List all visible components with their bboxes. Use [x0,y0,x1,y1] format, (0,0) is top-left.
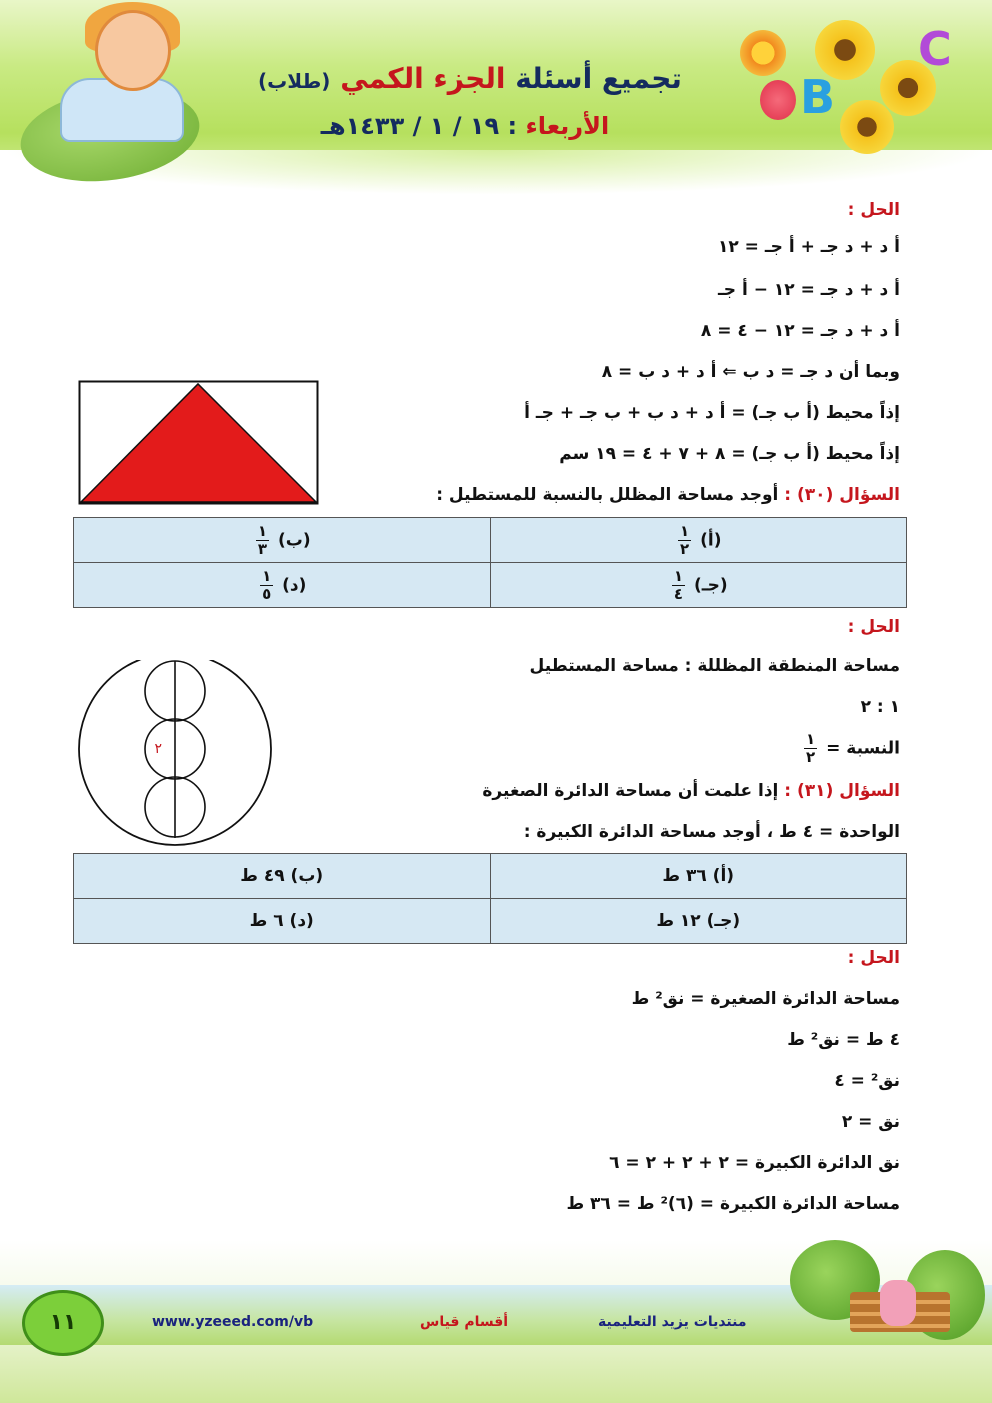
fraction: $\frac{١}{٢}$ [806,730,816,766]
option-key: (جـ) [693,575,728,595]
option-c[interactable]: (جـ) ١٢ ط [490,899,907,944]
solution-line: أ د + د جـ = ١٢ − ٤ = ٨ [700,321,900,341]
figure-label: ٢ [154,741,162,757]
title-part2: الجزء الكمي [340,62,506,95]
solution-label: الحل : [847,948,900,968]
date-label: الأربعاء [525,112,610,140]
fraction: $\frac{١}{٥}$ [262,566,272,603]
circles-figure [76,660,278,846]
flower-decoration [740,30,786,76]
solution-line: مساحة الدائرة الصغيرة = نق² ط [631,989,900,1009]
solution-line: نق² = ٤ [834,1071,900,1091]
letter-b-decoration: B [800,70,836,124]
option-key: (ب) [277,530,311,550]
solution-line: ١ : ٢ [860,697,900,717]
page-number: ١١ [22,1290,104,1356]
option-key: (أ) [700,530,722,550]
footer-forum: منتديات يزيد التعليمية [598,1314,747,1330]
options-table-q31 [73,853,907,944]
question-31 [482,781,900,801]
question-label: السؤال (٣١) : [784,781,900,801]
flower-decoration [840,100,894,154]
fraction: $\frac{١}{٢}$ [680,521,690,558]
children-illustration [880,1280,916,1326]
option-b[interactable] [74,518,491,563]
solution-line: مساحة الدائرة الكبيرة = (٦)² ط = ٣٦ ط [566,1194,900,1214]
rectangle-triangle-figure [78,380,320,506]
option-d[interactable] [74,563,491,608]
question-text: إذا علمت أن مساحة الدائرة الصغيرة [482,781,779,801]
option-c[interactable] [490,563,907,608]
solution-line: وبما أن د جـ = د ب ⇐ أ د + د ب = ٨ [601,362,900,382]
page-title [250,62,690,95]
solution-label: الحل : [847,617,900,637]
flower-decoration [760,80,796,120]
solution-line: أ د + د جـ = ١٢ − أ جـ [718,280,900,300]
solution-line: أ د + د جـ + أ جـ = ١٢ [718,237,900,257]
options-table-q30 [73,517,907,608]
solution-line: نق = ٢ [841,1112,900,1132]
ratio-line [801,732,900,765]
title-part1: تجميع أسئلة [515,62,682,95]
letter-c-decoration: C [918,22,952,76]
question-text: أوجد مساحة المظلل بالنسبة للمستطيل : [436,485,779,505]
fraction: $\frac{١}{٣}$ [257,521,268,558]
solution-label: الحل : [847,200,900,220]
option-b[interactable]: (ب) ٤٩ ط [74,854,491,899]
option-a[interactable]: (أ) ٣٦ ط [490,854,907,899]
solution-line: مساحة المنطقة المظللة : مساحة المستطيل [529,656,900,676]
solution-line: ٤ ط = نق² ط [787,1030,900,1050]
question-text-line2: الواحدة = ٤ ط ، أوجد مساحة الدائرة الكبيرة : [523,822,900,842]
question-label: السؤال (٣٠) : [784,485,900,505]
solution-line: إذاً محيط (أ ب جـ) = ٨ + ٧ + ٤ = ١٩ سم [559,444,900,464]
option-d[interactable]: (د) ٦ ط [74,899,491,944]
question-30 [436,485,900,505]
boy-illustration-head [95,10,171,91]
title-part3: (طلاب) [258,69,331,93]
date-value: : ١٩ / ١ / ١٤٣٣هـ [320,112,518,140]
footer-section: أقسام قياس [420,1314,509,1330]
ratio-label: النسبة = [826,738,900,759]
fraction: $\frac{١}{٤}$ [673,566,684,603]
solution-line: نق الدائرة الكبيرة = ٢ + ٢ + ٢ = ٦ [609,1153,900,1173]
option-key: (د) [282,575,307,595]
footer-url[interactable]: www.yzeeed.com/vb [152,1314,314,1330]
solution-line: إذاً محيط (أ ب جـ) = أ د + د ب + ب جـ + جـ أ [524,403,900,423]
option-a[interactable] [490,518,907,563]
page-date [300,112,630,140]
